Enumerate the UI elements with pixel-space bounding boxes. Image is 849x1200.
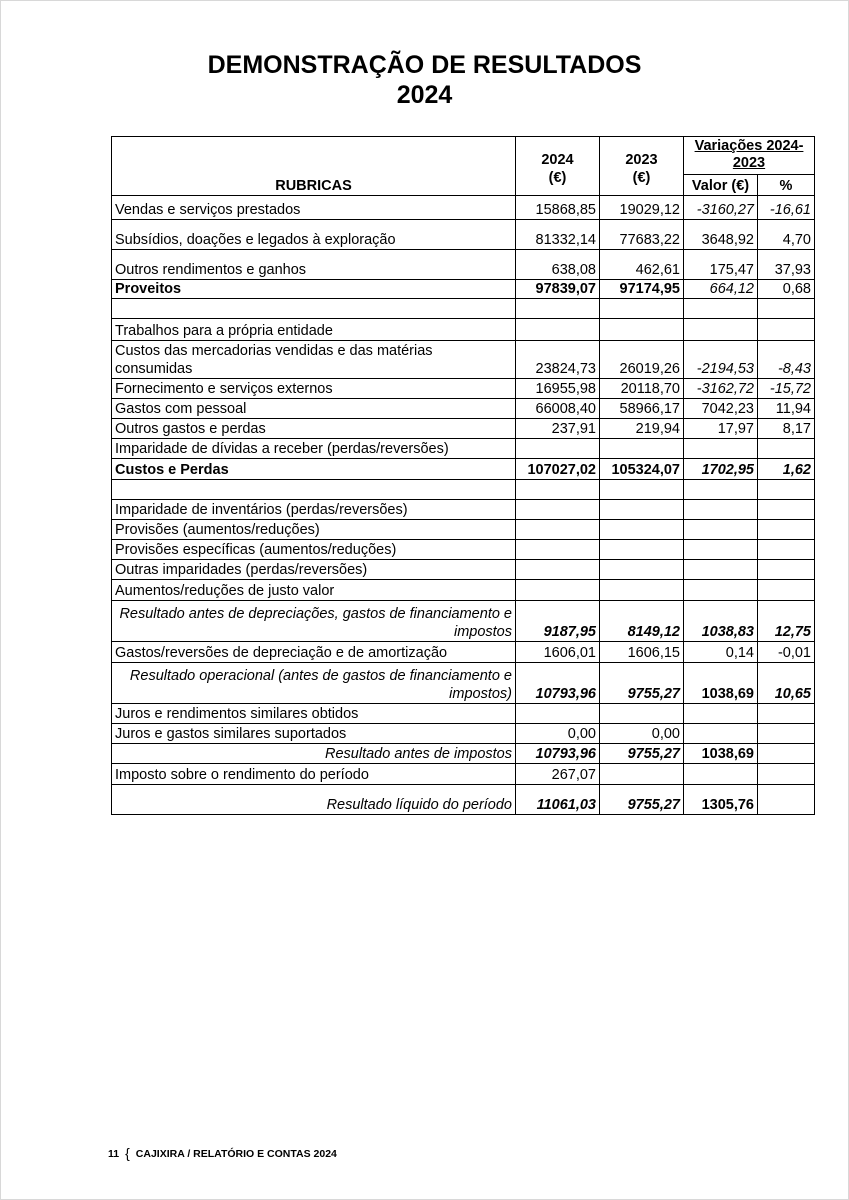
page-footer [108,1144,337,1160]
header-2023-year: 2023 [625,152,658,168]
table-row: Juros e rendimentos similares obtidos [112,704,815,724]
page-number: 11 [108,1148,120,1160]
table-row: Gastos/reversões de depreciação e de amortização 1606,01 1606,15 0,14 -0,01 [112,642,815,663]
table-row: Imparidade de dívidas a receber (perdas/reversões) [112,439,815,459]
table-row: Imposto sobre o rendimento do período 267,07 [112,764,815,785]
table-row: Aumentos/reduções de justo valor [112,580,815,601]
footer-text: CAJIXIRA / RELATÓRIO E CONTAS 2024 [135,1148,337,1160]
header-valor: Valor (€) [684,175,758,196]
table-row-total: Proveitos 97839,07 97174,95 664,12 0,68 [112,280,815,299]
table-row: Outros rendimentos e ganhos 638,08 462,61 175,47 37,93 [112,250,815,280]
table-row-total: Custos e Perdas 107027,02 105324,07 1702,95 1,62 [112,459,815,480]
table-row-empty [112,480,815,500]
table-row: Subsídios, doações e legados à exploração 81332,14 77683,22 3648,92 4,70 [112,220,815,250]
table-row: Vendas e serviços prestados 15868,85 19029,12 -3160,27 -16,61 [112,196,815,220]
table-row: Fornecimento e serviços externos 16955,98 20118,70 -3162,72 -15,72 [112,379,815,399]
table-row-subtotal: Resultado operacional (antes de gastos de financiamento e impostos) 10793,96 9755,27 1038,69 10,65 [112,663,815,704]
table-row: Outras imparidades (perdas/reversões) [112,560,815,580]
table-row: Provisões (aumentos/reduções) [112,520,815,540]
table-row: Juros e gastos similares suportados 0,00 0,00 [112,724,815,744]
table-row-net-result: Resultado líquido do período 11061,03 9755,27 1305,76 [112,785,815,815]
page-title: DEMONSTRAÇÃO DE RESULTADOS [207,51,642,79]
header-variations-label: Variações 2024-2023 [694,138,804,171]
table-row-empty [112,299,815,319]
header-pct: % [758,175,815,196]
table-row: Trabalhos para a própria entidade [112,319,815,341]
header-2023 [600,137,684,196]
header-variations [684,137,815,175]
table-row: Gastos com pessoal 66008,40 58966,17 7042,23 11,94 [112,399,815,419]
brace-separator: { [125,1145,130,1161]
header-2023-currency: (€) [632,170,651,186]
table-row: Imparidade de inventários (perdas/reversões) [112,500,815,520]
table-row: Provisões específicas (aumentos/reduções) [112,540,815,560]
header-2024 [516,137,600,196]
header-2024-currency: (€) [548,170,567,186]
page-title-year: 2024 [396,81,453,109]
table-row-subtotal: Resultado antes de depreciações, gastos de financiamento e impostos 9187,95 8149,12 1038,83 12,75 [112,601,815,642]
table-row: Custos das mercadorias vendidas e das matérias consumidas 23824,73 26019,26 -2194,53 -8,43 [112,341,815,379]
header-2024-year: 2024 [541,152,574,168]
income-statement-table [111,136,815,815]
table-row: Outros gastos e perdas 237,91 219,94 17,97 8,17 [112,419,815,439]
header-rubricas: RUBRICAS [112,137,516,196]
table-row-subtotal: Resultado antes de impostos 10793,96 9755,27 1038,69 [112,744,815,764]
